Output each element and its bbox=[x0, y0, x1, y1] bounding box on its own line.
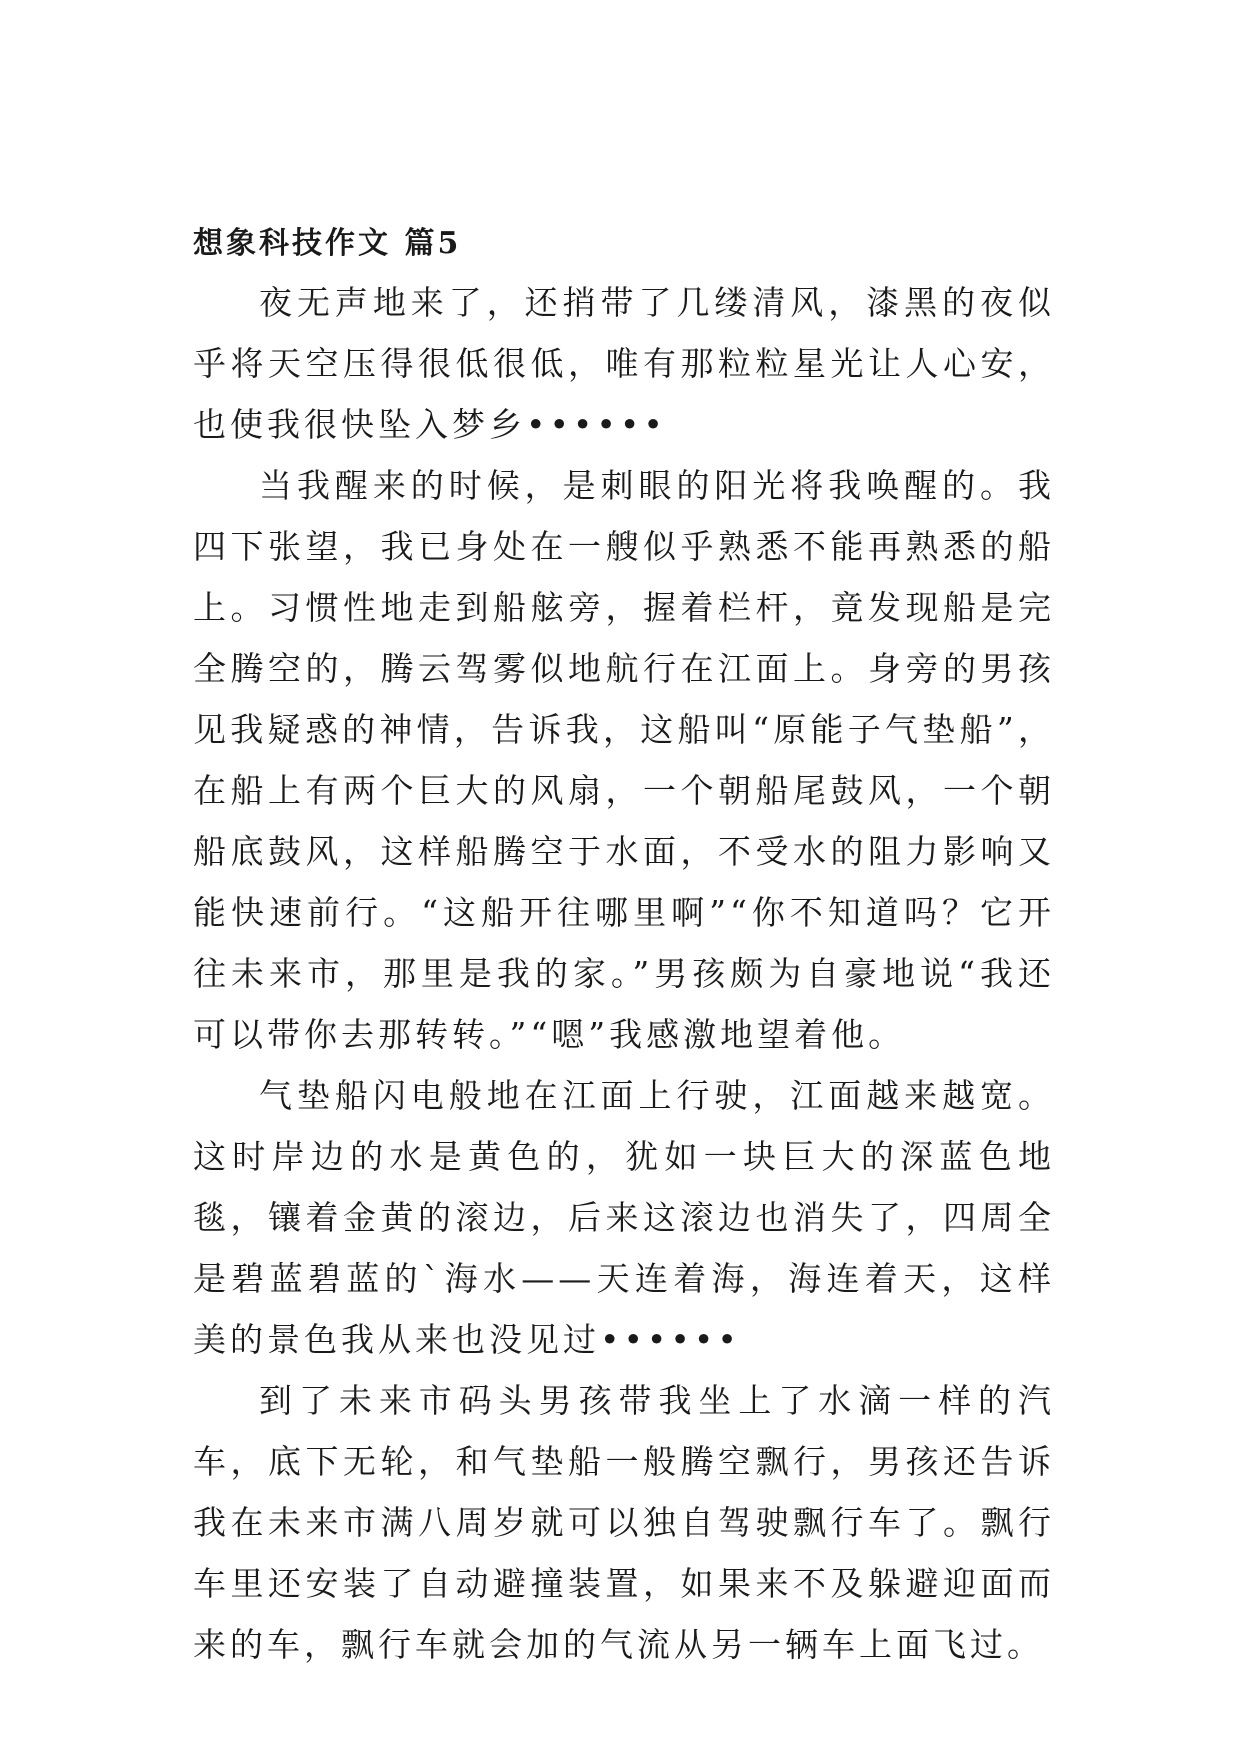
paragraph-3: 气垫船闪电般地在江面上行驶，江面越来越宽。这时岸边的水是黄色的，犹如一块巨大的深蓝色地毯，镶着金黄的滚边，后来这滚边也消失了，四周全是碧蓝碧蓝的`海水——天连着海，海连着天，这样美的景色我从来也没见过•••••• bbox=[193, 1076, 1055, 1359]
paragraph-4: 到了未来市码头男孩带我坐上了水滴一样的汽车，底下无轮，和气垫船一般腾空飘行，男孩还告诉我在未来市满八周岁就可以独自驾驶飘行车了。飘行车里还安装了自动避撞装置，如果来不及躲避迎面而来的车，飘行车就会加的气流从另一辆车上面飞过。 bbox=[193, 1381, 1055, 1664]
paragraph-1: 夜无声地来了，还捎带了几缕清风，漆黑的夜似乎将天空压得很低很低，唯有那粒粒星光让人心安，也使我很快坠入梦乡•••••• bbox=[193, 283, 1055, 444]
document-body bbox=[193, 216, 1055, 1675]
document-title: 想象科技作文 篇5 bbox=[193, 226, 462, 261]
paragraph-2: 当我醒来的时候，是刺眼的阳光将我唤醒的。我四下张望，我已身处在一艘似乎熟悉不能再熟悉的船上。习惯性地走到船舷旁，握着栏杆，竟发现船是完全腾空的，腾云驾雾似地航行在江面上。身旁的男孩见我疑惑的神情，告诉我，这船叫“原能子气垫船”，在船上有两个巨大的风扇，一个朝船尾鼓风，一个朝船底鼓风，这样船腾空于水面，不受水的阻力影响又能快速前行。“这船开往哪里啊”“你不知道吗？它开往未来市，那里是我的家。”男孩颇为自豪地说“我还可以带你去那转转。”“嗯”我感激地望着他。 bbox=[193, 466, 1055, 1054]
